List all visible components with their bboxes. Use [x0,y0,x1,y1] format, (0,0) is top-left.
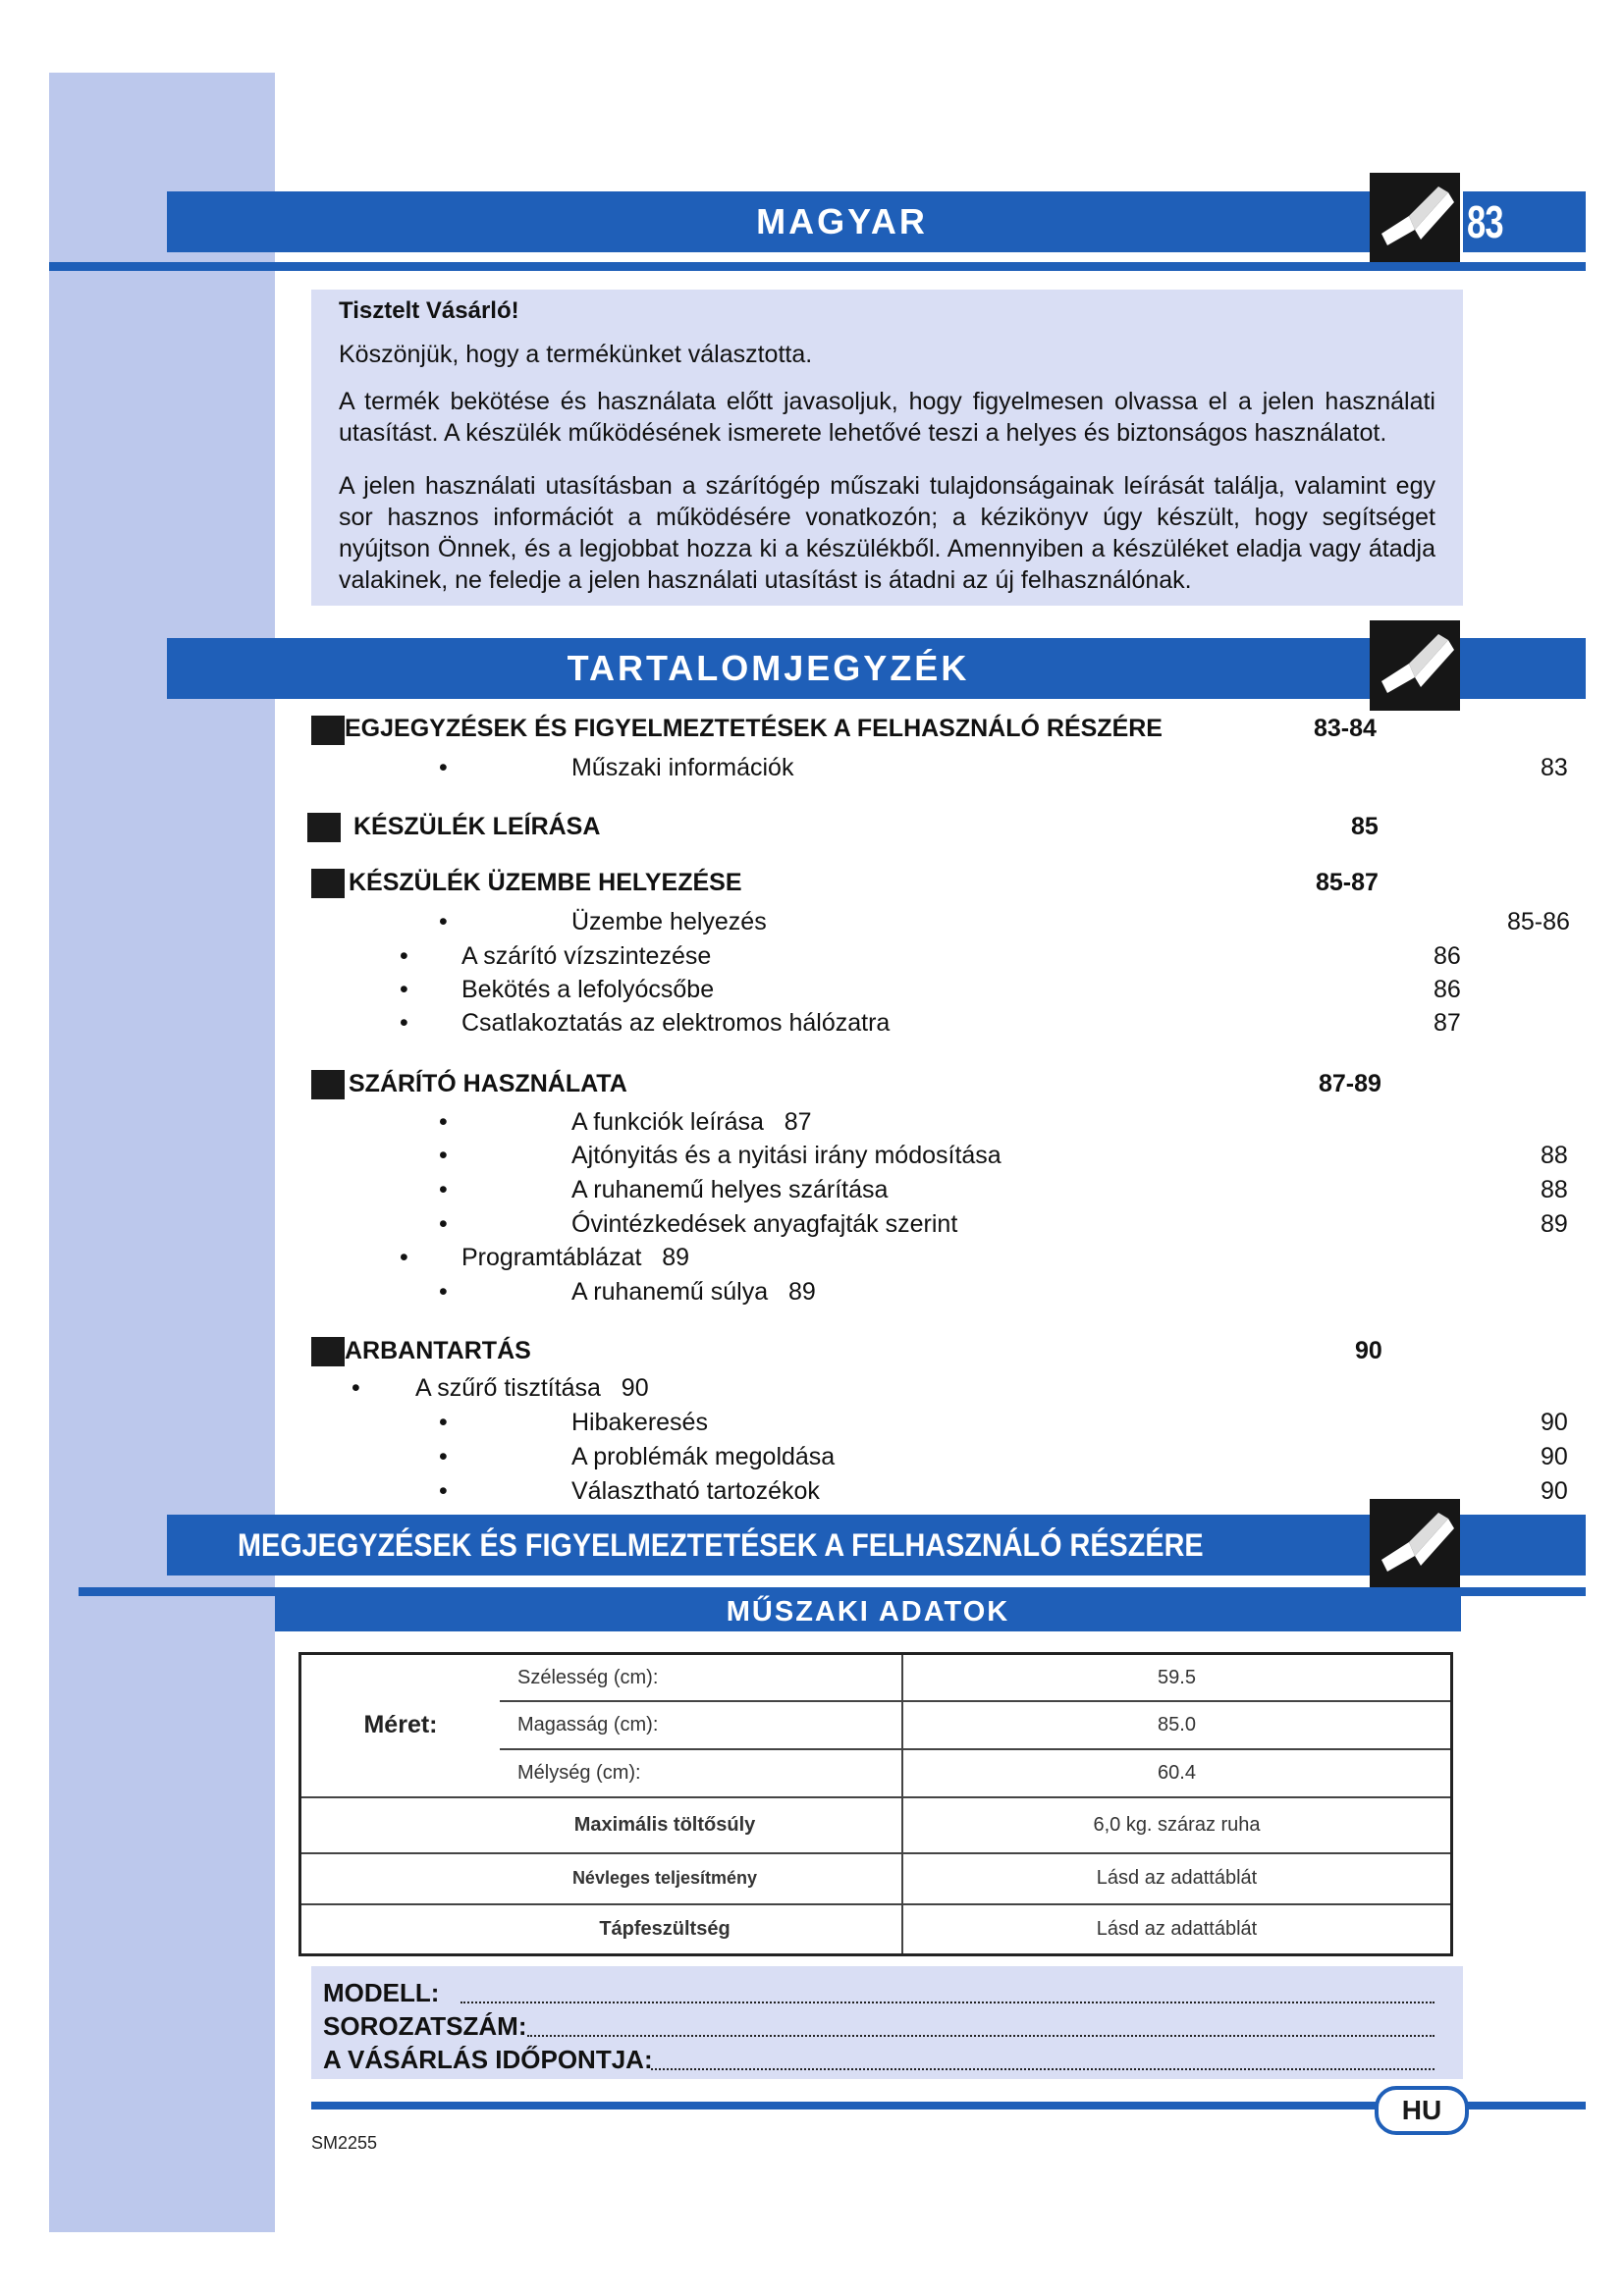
toc-item-page: 90 [1541,1409,1568,1436]
page-number: 83 [1467,196,1503,247]
bullet [439,1176,448,1204]
toc-item-label[interactable]: A szárító vízszintezése [461,942,712,970]
warning-hand-icon [311,716,345,745]
document-code: SM2255 [311,2133,378,2153]
maintenance-icon [311,1337,345,1366]
toc-section-title[interactable]: SZÁRÍTÓ HASZNÁLATA [349,1070,627,1097]
height-label: Magasság (cm): [500,1701,902,1749]
language-badge: HU [1375,2086,1469,2135]
toc-title: TARTALOMJEGYZÉK [567,648,970,688]
toc-item-label[interactable]: Programtáblázat 89 [461,1244,690,1271]
toc-item-label[interactable]: Ajtónyitás és a nyitási irány módosítása [571,1142,1001,1169]
language-title: MAGYAR [756,201,928,241]
sidebar-band [49,73,275,2232]
toc-item-label[interactable]: Óvintézkedések anyagfajták szerint [571,1210,958,1238]
toc-item-page: 88 [1541,1142,1568,1169]
dryer-use-icon [311,1070,345,1099]
toc-item-label[interactable]: Választható tartozékok [571,1477,820,1505]
toc-item-label[interactable]: A szűrő tisztítása 90 [415,1374,649,1402]
voltage-value: Lásd az adattáblát [902,1904,1452,1955]
model-info-box [311,1966,1463,2079]
bullet [439,1108,448,1137]
bullet [352,1374,360,1403]
toc-item-label[interactable]: A ruhanemű súlya 89 [571,1278,816,1306]
bullet [400,1009,408,1038]
notes-section-title: MEGJEGYZÉSEK ÉS FIGYELMEZTETÉSEK A FELHASZNÁLÓ RÉSZÉRE [238,1527,1204,1563]
toc-item-label[interactable]: A ruhanemű helyes szárítása [571,1176,889,1203]
bullet [439,1409,448,1437]
size-label: Méret: [300,1654,501,1797]
max-load-value: 6,0 kg. száraz ruha [902,1797,1452,1853]
bullet [439,1278,448,1307]
bullet [439,908,448,936]
toc-item-page: 86 [1434,942,1461,970]
toc-section-page: 85-87 [1316,869,1379,896]
toc-section-title[interactable]: KÉSZÜLÉK ÜZEMBE HELYEZÉSE [349,869,742,896]
serial-field[interactable] [527,2015,1435,2037]
toc-item-label[interactable]: Üzembe helyezés [571,908,767,935]
intro-paragraph-1: Köszönjük, hogy a termékünket választotta. [339,341,813,368]
intro-paragraph-2: A termék bekötése és használata előtt javasoljuk, hogy figyelmesen olvassa el a jelen használati utasítást. A készülék működésének ismerete lehetővé teszi a helyes és biztonságos használatot. [339,388,1435,447]
bullet [439,1477,448,1506]
toc-item-page: 90 [1541,1477,1568,1505]
header-rule [49,262,1586,271]
book-icon [1370,173,1460,263]
toc-item-page: 87 [1434,1009,1461,1037]
toc-item-page: 85-86 [1507,908,1570,935]
tech-data-title: MŰSZAKI ADATOK [275,1592,1461,1631]
tools-icon [307,813,341,842]
toc-section-page: 90 [1355,1337,1382,1364]
toc-item-label[interactable]: Hibakeresés [571,1409,708,1436]
tech-spec-table [298,1652,1453,1956]
serial-label: SOROZATSZÁM: [323,2011,527,2041]
toc-item-label[interactable]: A problémák megoldása [571,1443,836,1470]
max-load-label: Maximális töltősúly [300,1797,903,1853]
toc-item-page: 86 [1434,976,1461,1003]
toc-section-page: 83-84 [1314,715,1377,742]
toc-section-title[interactable]: ARBANTARTÁS [345,1337,531,1364]
toc-section-page: 87-89 [1319,1070,1381,1097]
installation-icon [311,869,345,898]
bullet [400,942,408,971]
purchase-date-field[interactable] [651,2049,1435,2070]
purchase-date-label: A VÁSÁRLÁS IDŐPONTJA: [323,2045,653,2074]
power-value: Lásd az adattáblát [902,1853,1452,1904]
language-header-bar [167,191,1370,252]
depth-value: 60.4 [902,1749,1452,1797]
bullet [439,1443,448,1471]
intro-paragraph-3: A jelen használati utasításban a szárítógép műszaki tulajdonságainak leírását találja, valamint egy sor hasznos információt a működésére vonatkozón; a kézikönyv úgy készült, hogy segítséget nyújtson Önnek, és a legjobbat hozza ki a készülékből. Amennyiben a készüléket eladja vagy átadja valakinek, ne feledje a jelen használati utasítást is átadni az új felhasználónak. [339,472,1435,594]
greeting: Tisztelt Vásárló! [339,297,519,324]
book-icon [1370,620,1460,711]
voltage-label: Tápfeszültség [300,1904,903,1955]
toc-item-page: 90 [1541,1443,1568,1470]
bullet [439,1210,448,1239]
power-label: Névleges teljesítmény [300,1853,903,1904]
toc-item-page: 89 [1541,1210,1568,1238]
page-number-bar [1463,191,1586,252]
toc-item-label[interactable]: Műszaki információk [571,754,794,781]
toc-section-title[interactable]: EGJEGYZÉSEK ÉS FIGYELMEZTETÉSEK A FELHASZNÁLÓ RÉSZÉRE [345,715,1163,742]
toc-item-label[interactable]: Bekötés a lefolyócsőbe [461,976,715,1003]
toc-item-label[interactable]: Csatlakoztatás az elektromos hálózatra [461,1009,891,1037]
toc-item-label[interactable]: A funkciók leírása 87 [571,1108,812,1136]
width-label: Szélesség (cm): [500,1654,902,1702]
height-value: 85.0 [902,1701,1452,1749]
model-label: MODELL: [323,1978,440,2007]
toc-item-page: 88 [1541,1176,1568,1203]
bullet [400,1244,408,1272]
toc-item-page: 83 [1541,754,1568,781]
bullet [439,754,448,782]
bullet [400,976,408,1004]
intro-box [311,290,1463,606]
toc-section-title[interactable]: KÉSZÜLÉK LEÍRÁSA [353,813,601,840]
depth-label: Mélység (cm): [500,1749,902,1797]
width-value: 59.5 [902,1654,1452,1702]
bullet [439,1142,448,1170]
toc-section-page: 85 [1351,813,1379,840]
book-icon [1370,1499,1460,1589]
model-field[interactable] [460,1982,1435,2003]
